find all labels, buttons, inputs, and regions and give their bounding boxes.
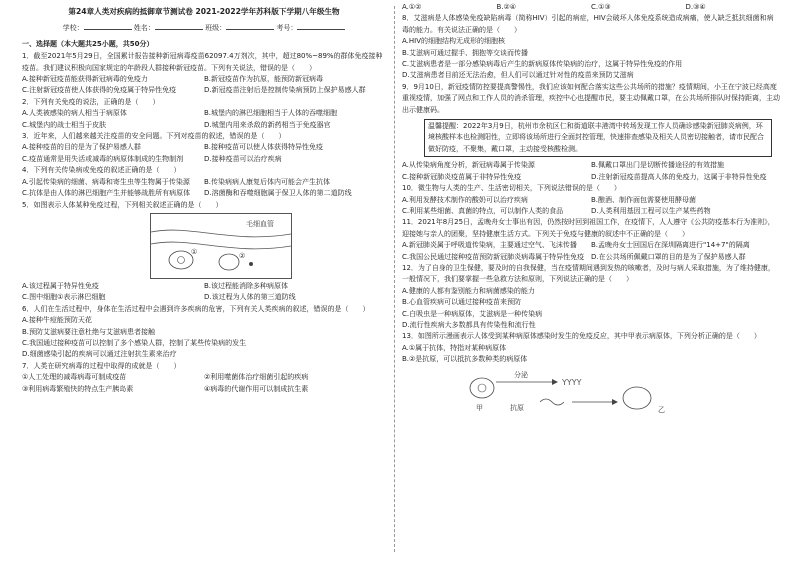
option: B.酿酒、制作面包需要使用酵母菌: [591, 195, 697, 204]
question-stem: 7．人类在研究病毒的过程中取得的成就是（ ）: [22, 361, 181, 370]
option-row: [402, 240, 780, 251]
question-item: [22, 200, 386, 211]
bacteria-dot: [249, 262, 253, 266]
option: B.孟晚舟女士回国后在深圳隔离进行"14+7"的隔离: [591, 241, 750, 250]
question-stem: 2．下列有关免疫的说法，正确的是（ ）: [22, 97, 160, 106]
option-row: [22, 154, 386, 165]
question-item: [22, 131, 386, 165]
question-item: [402, 217, 780, 263]
option: ③利用病毒繁殖快的特点生产胰岛素: [22, 384, 134, 393]
question-item: [22, 97, 386, 131]
option: B.传染病病人康复后体内可能会产生抗体: [204, 177, 331, 186]
warning-box: 温馨提醒：2022年3月9日，杭州市余杭区仁和街道联丰港湾中转场发现工作人员确诊感染新冠肺炎病例，环境核酸样本也检测阳性，立即将该场所进行全面封控管理，快速排查感染及相关人员密切接触者，请市民配合做好防疫，不聚集，戴口罩，主动接受核酸检测。: [424, 119, 772, 157]
option: D.接种疫苗可以治疗疾病: [204, 154, 282, 163]
option-row: [22, 120, 386, 131]
question-stem: 9．9月10日，新冠疫情防控要提高警惕性，我们应该如何配合落实这些公共场所的措施？疫情期间，小王在宁波已经高度重视疫情，加强了网点和工作人员的消杀管理，疾控中心也提醒市民，要主动佩戴口罩，在公共场所排队时保持距离，主动出示健康码。: [402, 82, 780, 114]
question-item: [402, 82, 780, 116]
option: C.注射新冠疫苗使人体获得的免疫属于特异性免疫: [22, 86, 177, 95]
option: B.城堡内的淋巴细胞相当于人体的吞噬细胞: [204, 109, 338, 118]
option: C.图中细胞①表示淋巴细胞: [22, 293, 106, 302]
option-row: [22, 108, 386, 119]
question-stem: 13．如图所示漫画表示人体受到某种病原体感染时发生的免疫反应，其中甲表示病原体，下列分析正确的是（ ）: [402, 332, 761, 341]
question-item: [402, 331, 780, 365]
immune-diagram: [462, 366, 682, 414]
question-stem: 6．人们在生活过程中，身体在生活过程中会遇到许多疾病的危害，下列有关人类疾病的叙述，错误的是（ ）: [22, 304, 370, 313]
option: B.新冠疫苗作为抗原，能预防新冠病毒: [204, 75, 324, 84]
option: A.①属于抗体，特指对某种病原体: [402, 343, 507, 352]
right-questions-b: [402, 160, 780, 365]
option: C.艾滋病患者是一部分感染病毒后产生的新病原体传染病的治疗，这属于特异性免疫的作用: [402, 60, 683, 69]
arrow-head-2: [612, 399, 618, 405]
option: D.细菌感染引起的疾病可以通过注射抗生素来治疗: [22, 350, 177, 359]
class-label: 班级：: [205, 24, 227, 33]
option-row: [22, 372, 386, 383]
option-row: [22, 384, 386, 395]
option: ④病毒的代谢作用可以制成抗生素: [204, 384, 309, 393]
option-row: [22, 85, 386, 96]
cell-one-nucleus: [178, 256, 185, 263]
jia-label: 甲: [476, 403, 483, 412]
option: ①人工处理的减毒病毒可制成疫苗: [22, 373, 127, 382]
option: D.③④: [685, 3, 706, 11]
cell-two: [219, 254, 239, 270]
num-label: 考号：: [276, 24, 298, 33]
right-column: [402, 0, 780, 414]
antibodies: YYYY: [562, 377, 582, 387]
cell-jia-nucleus: [478, 384, 486, 392]
option: D.注射新冠疫苗提高人体的免疫力，这属于非特异性免疫: [591, 172, 767, 181]
question-item: [402, 2, 780, 13]
school-label: 学校：: [62, 24, 84, 33]
question-stem: 8．艾滋病是人体感染免疫缺陷病毒（简称HIV）引起的病症，HIV会破坏人体免疫系统造成病痛，使人缺乏抵抗细菌和病毒的能力。有关说法正确的是（ ）: [402, 14, 774, 34]
option: D.在公共场所佩戴口罩的目的是为了保护易感人群: [591, 252, 746, 261]
option-row: [402, 195, 780, 206]
question-stem: 4．下列有关传染病或免疫的叙述正确的是（ ）: [22, 166, 181, 175]
question-stem: 3．近年来，人们越来越关注疫苗的安全问题。下列对疫苗的叙述，错误的是（ ）: [22, 132, 286, 141]
option: C.疫苗通常是用失活或减毒的病原体制成的生物制剂: [22, 154, 184, 163]
option: C.抗体是由人体的淋巴细胞产生并能够战胜所有病原体: [22, 189, 191, 198]
option-row: [22, 177, 386, 188]
option: A.①②: [402, 3, 422, 11]
option: ②利用噬菌体治疗细菌引起的疾病: [204, 373, 309, 382]
question-stem: 1．截至2021年5月29日，全国累计报告接种新冠病毒疫苗62097.4万剂次，其中，超过80%~89%的群体免疫接种疫苗。我们建议积极向国家规定的年龄段人群接种新冠疫苗。下列有关说法，错误的是（ ）: [22, 52, 383, 72]
name-label: 姓名：: [133, 24, 155, 33]
option: D.人类利用基因工程可以生产某些药物: [591, 206, 711, 215]
option: A.引起传染病的细菌、病毒和寄生虫等生物属于传染源: [22, 177, 190, 186]
kang-yuan-label: 抗原: [510, 403, 524, 412]
option: A.人类被感染的病人相当于病原体: [22, 109, 127, 118]
school-blank: [84, 22, 132, 30]
option: A.接种疫苗的目的是为了保护易感人群: [22, 143, 141, 152]
option-row: [402, 172, 780, 183]
column-divider: [394, 6, 395, 552]
option: B.预防艾滋病要注意杜绝与艾滋病患者接触: [22, 327, 156, 336]
question-item: [22, 281, 386, 304]
option: B.②④: [496, 3, 517, 11]
cell-label-2: ②: [239, 251, 246, 260]
option-row: [402, 160, 780, 171]
num-blank: [297, 22, 345, 30]
question-item: [402, 13, 780, 81]
option: D.流行性疾病大多数都具有传染性和流行性: [402, 320, 536, 329]
option: A.接种新冠疫苗能获得新冠病毒的免疫力: [22, 75, 148, 84]
option: B.②是抗原，可以抵抗多数种类的病原体: [402, 355, 528, 364]
option: C.我国通过接种疫苗可以控制了多个感染人群，控制了某些传染病的发生: [22, 338, 247, 347]
option: D.城堡内用来杀敌的新药相当于免疫器官: [204, 120, 331, 129]
option: D.溶菌酶和吞噬细胞属于保卫人体的第二道防线: [204, 189, 352, 198]
question-item: [402, 183, 780, 217]
option: C.①③: [591, 3, 611, 11]
question-item: [22, 304, 386, 361]
option: C.我国公民通过接种疫苗预防新冠肺炎病毒属于特异性免疫: [402, 252, 585, 261]
option: B.该过程能消除多种病原体: [204, 281, 289, 290]
name-blank: [155, 22, 203, 30]
capillary-diagram: [150, 213, 292, 279]
right-questions: [402, 2, 780, 116]
fen-mi-label: 分泌: [514, 370, 528, 379]
question-item: [22, 165, 386, 199]
cell-yi: [623, 387, 651, 409]
left-column: [22, 0, 386, 395]
question-stem: 11．2021年8月25日，孟晚舟女士事出有因，仍然按时回到祖国工作，在疫情下，人人遵守《公共防疫基本行为准则》，迎接她与亲人的团聚，坚持健康生活方式。下列关于免疫与健康的叙述中不正确的是（ ）: [402, 218, 775, 238]
vessel-wall-top: [151, 230, 291, 237]
question-stem: 10．微生物与人类的生产、生活密切相关，下列说法错误的是（ ）: [402, 184, 621, 193]
capillary-label: 毛细血管: [246, 219, 274, 228]
option: C.利用某些细菌、真菌的特点，可以制作人类的食品: [402, 206, 564, 215]
question-stem: 5．如图表示人体某种免疫过程，下列相关叙述正确的是（ ）: [22, 200, 223, 209]
option: C.接种新冠肺炎疫苗属于非特异性免疫: [402, 172, 522, 181]
option: A.HIV的细胞结构无成形的细胞核: [402, 37, 506, 46]
option-row: [22, 281, 386, 292]
option: D.该过程为人体的第三道防线: [204, 293, 296, 302]
antigen-shape: [540, 399, 564, 405]
option: A.利用发酵技术制作的酸奶可以治疗疾病: [402, 195, 528, 204]
option: C.白吸虫是一种病原体，艾滋病是一种传染病: [402, 309, 543, 318]
option: A.该过程属于特异性免疫: [22, 281, 99, 290]
option: A.新冠肺炎属于呼吸道传染病，主要通过空气、飞沫传播: [402, 241, 577, 250]
left-questions: [22, 51, 386, 395]
cell-one: [169, 251, 193, 269]
class-blank: [226, 22, 274, 30]
option-row: [402, 206, 780, 217]
question-stem: 12．为了自身的卫生保健，要及时的自我保健，当在疫情期间遇到发热的咳嗽者，及时与病人采取措施，为了维持健康，一般情况下，我们要掌握一些急救方法和原则，下列说法正确的是（ ）: [402, 263, 775, 284]
option-row: [22, 74, 386, 85]
option: B.心血管疾病可以通过接种疫苗来预防: [402, 298, 522, 307]
arrow-head: [552, 379, 558, 385]
section-heading: 一、选择题（本大题共25小题，共50分）: [22, 39, 154, 48]
option-row: [22, 142, 386, 153]
yi-label: 乙: [658, 405, 665, 414]
option: C.城堡内的战士相当于皮肤: [22, 120, 107, 129]
option: B.佩戴口罩出门是切断传播途径的有效措施: [591, 161, 725, 170]
cell-label-1: ①: [191, 247, 198, 256]
student-info: [22, 22, 386, 34]
option: B.艾滋病可通过握手、拥抱等交谈而传播: [402, 48, 529, 57]
question-item: [22, 361, 386, 395]
option: D.新冠疫苗注射后是控制传染病预防上保护易感人群: [204, 86, 366, 95]
option: B.接种疫苗可以使人体获得特异性免疫: [204, 143, 324, 152]
option: A.从传染病角度分析，新冠病毒属于传染源: [402, 161, 535, 170]
option: A.接种牛痘能预防天花: [22, 316, 92, 325]
vessel-wall-bottom: [151, 242, 291, 249]
question-item: [402, 160, 780, 183]
question-item: [402, 263, 780, 331]
option: A.健康的人都有鉴别能力和病菌感染的能力: [402, 286, 535, 295]
cell-jia: [470, 378, 494, 398]
option-row: [22, 292, 386, 303]
immune-diagram-svg: [462, 366, 682, 414]
page-title: 第24章人类对疾病的抵御章节测试卷 2021-2022学年苏科版下学期八年级生物: [68, 7, 340, 16]
option: D.艾滋病患者目前还无法治愈，但人们可以通过针对性的疫苗来预防艾滋病: [402, 71, 634, 80]
question-item: [22, 51, 386, 97]
option-row: [402, 252, 780, 263]
capillary-svg: [151, 214, 291, 278]
option-row: [22, 188, 386, 199]
option-row: [402, 2, 780, 13]
